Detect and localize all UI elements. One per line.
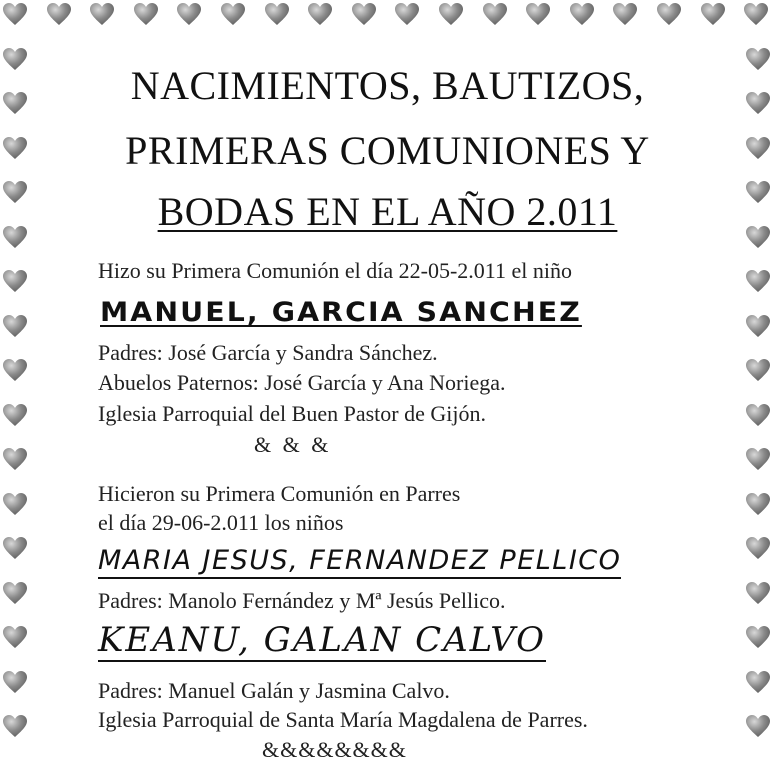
title-line-3: BODAS EN EL AÑO 2.011 (157, 189, 618, 234)
section2-intro-line1: Hicieron su Primera Comunión en Parres (98, 481, 461, 506)
child-name-keanu: KEANU, GALAN CALVO (98, 620, 547, 660)
section2-intro-line2: el día 29-06-2.011 los niños (98, 510, 344, 535)
title-line-1: NACIMIENTOS, BAUTIZOS, (130, 63, 645, 108)
section1-parents: Padres: José García y Sandra Sánchez. (98, 340, 438, 365)
section1-church: Iglesia Parroquial del Buen Pastor de Gijón. (98, 401, 486, 426)
section2-church: Iglesia Parroquial de Santa María Magdalena de Parres. (98, 707, 588, 732)
section1-intro: Hizo su Primera Comunión el día 22-05-2.011 el niño (98, 258, 572, 283)
section1-separator: & & & (254, 432, 329, 457)
section2-child1-parents: Padres: Manolo Fernández y Mª Jesús Pellico. (98, 588, 506, 613)
section2-separator: &&&&&&&& (262, 737, 407, 762)
section1-grandparents: Abuelos Paternos: José García y Ana Noriega. (98, 370, 506, 395)
child-name-manuel: MANUEL, GARCIA SANCHEZ (100, 297, 582, 328)
title-line-2: PRIMERAS COMUNIONES Y (125, 128, 650, 173)
section2-child2-parents: Padres: Manuel Galán y Jasmina Calvo. (98, 678, 450, 703)
child-name-maria-jesus: MARIA JESUS, FERNANDEZ PELLICO (98, 545, 621, 579)
